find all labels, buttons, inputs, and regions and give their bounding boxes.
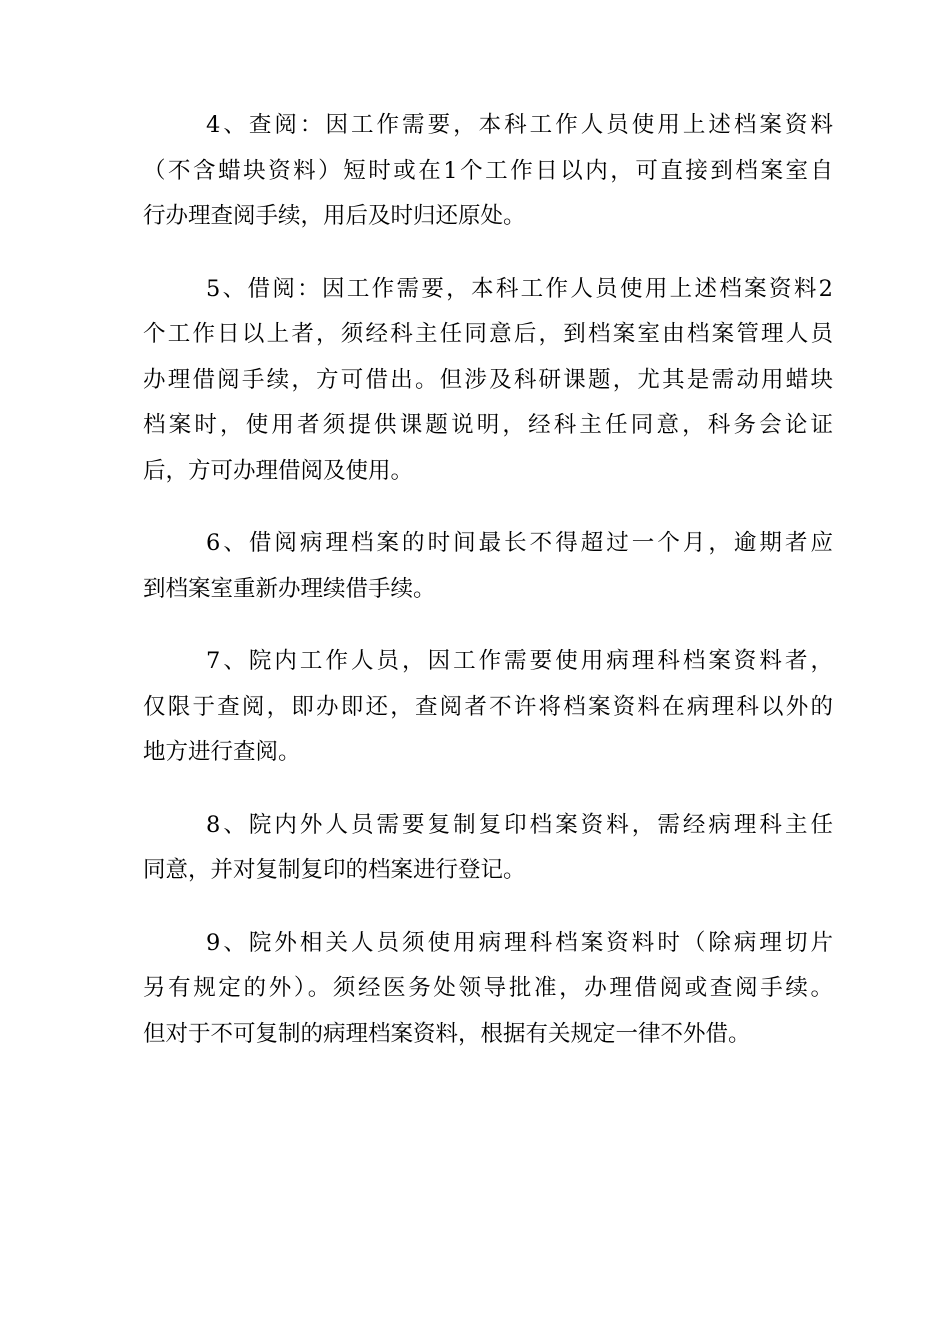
paragraph-line: 9、院外相关人员须使用病理科档案资料时（除病理切片 [206,929,833,956]
paragraph-line: 4、查阅：因工作需要，本科工作人员使用上述档案资料 [206,112,833,138]
paragraph-line: 同意，并对复制复印的档案进行登记。 [143,857,526,883]
paragraph-item-5 [143,267,833,495]
paragraph-line: 但对于不可复制的病理档案资料，根据有关规定一律不外借。 [143,1020,751,1047]
paragraph-line: 行办理查阅手续，用后及时归还原处。 [143,203,526,229]
paragraph-line: （不含蜡块资料）短时或在1个工作日以内，可直接到档案室自 [143,157,833,184]
paragraph-line: 地方进行查阅。 [143,739,301,765]
paragraph-line: 6、借阅病理档案的时间最长不得超过一个月，逾期者应 [206,530,833,556]
paragraph-line: 8、院内外人员需要复制复印档案资料，需经病理科主任 [206,811,833,838]
paragraph-line: 个工作日以上者，须经科主任同意后，到档案室由档案管理人员 [143,321,833,347]
paragraph-line: 后，方可办理借阅及使用。 [143,457,414,484]
paragraph-line: 5、借阅：因工作需要，本科工作人员使用上述档案资料2 [206,275,833,302]
paragraph-line: 7、院内工作人员，因工作需要使用病理科档案资料者， [206,648,833,674]
paragraph-item-7 [143,639,833,776]
paragraph-item-9 [143,921,833,1058]
paragraph-line: 档案时，使用者须提供课题说明，经科主任同意，科务会论证 [143,412,833,438]
paragraph-item-6 [143,521,833,612]
document-body [143,103,833,1084]
paragraph-line: 仅限于查阅，即办即还，查阅者不许将档案资料在病理科以外的 [143,693,833,720]
paragraph-item-8 [143,803,833,894]
paragraph-item-4 [143,103,833,240]
paragraph-line: 另有规定的外）。须经医务处领导批准，办理借阅或查阅手续。 [143,975,833,1001]
paragraph-line: 办理借阅手续，方可借出。但涉及科研课题，尤其是需动用蜡块 [143,366,833,393]
paragraph-line: 到档案室重新办理续借手续。 [143,575,436,602]
